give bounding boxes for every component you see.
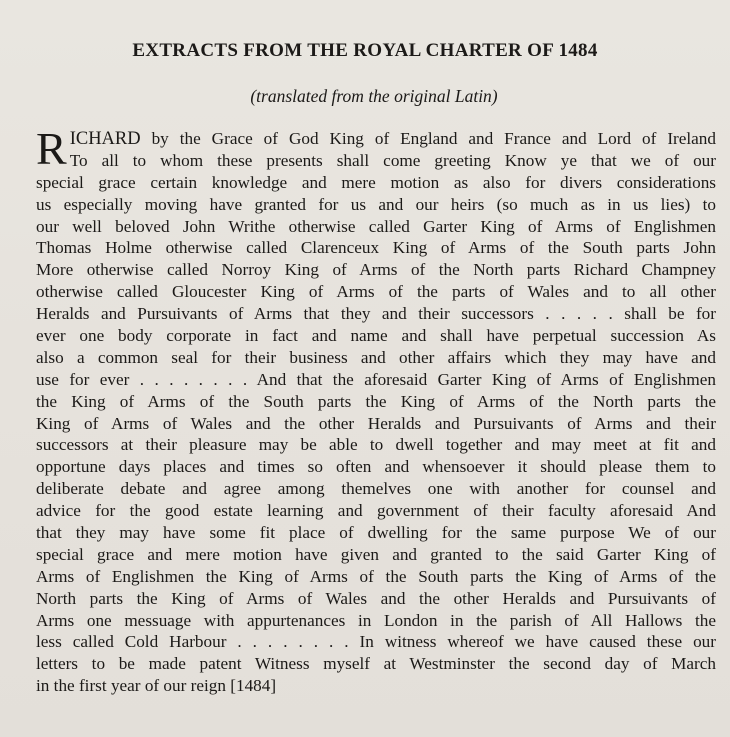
charter-line: use for ever . . . . . . . . And that the aforesaid Garter King of Arms of Englishmen	[36, 369, 716, 389]
drop-cap: R	[36, 123, 67, 174]
charter-line	[36, 128, 716, 150]
charter-line: advice for the good estate learning and government of their faculty aforesaid And	[36, 501, 716, 521]
charter-line: special grace certain knowledge and mere motion as also for divers considerations	[36, 172, 716, 192]
charter-line: also a common seal for their business and other affairs which they may have and	[36, 347, 716, 367]
charter-line: opportune days places and times so often and whensoever it should please them to	[36, 457, 716, 477]
charter-text	[36, 123, 716, 697]
charter-line: ever one body corporate in fact and name and shall have perpetual succession As	[36, 326, 716, 346]
charter-line: our well beloved John Writhe otherwise called Garter King of Arms of Englishmen	[36, 216, 716, 236]
charter-line: successors at their pleasure may be able to dwell together and may meet at fit and	[36, 435, 716, 455]
charter-line: Heralds and Pursuivants of Arms that they and their successors . . . . . shall be for	[36, 304, 716, 324]
charter-line: North parts the King of Arms of Wales and the other Heralds and Pursuivants of	[36, 588, 716, 608]
charter-line: deliberate debate and agree among themelves one with another for counsel and	[36, 479, 716, 499]
charter-line: us especially moving have granted for us and our heirs (so much as in us lies) to	[36, 194, 716, 214]
charter-line: letters to be made patent Witness myself at Westminster the second day of March	[36, 654, 716, 674]
charter-line: that they may have some fit place of dwelling for the same purpose We of our	[36, 523, 716, 543]
page-title: EXTRACTS FROM THE ROYAL CHARTER OF 1484	[132, 40, 598, 61]
charter-lines	[36, 150, 716, 697]
charter-line: otherwise called Gloucester King of Arms of the parts of Wales and to all other	[36, 282, 716, 302]
charter-line: in the first year of our reign [1484]	[36, 676, 277, 696]
opening-word: ICHARD	[69, 129, 141, 149]
charter-line: Thomas Holme otherwise called Clarenceux King of Arms of the South parts John	[36, 238, 716, 258]
charter-line: special grace and mere motion have given and granted to the said Garter King of	[36, 544, 716, 564]
charter-line-text: by the Grace of God King of England and France and Lord of Ireland	[140, 129, 716, 148]
charter-line: less called Cold Harbour . . . . . . . . In witness whereof we have caused these our	[36, 632, 716, 652]
charter-line: the King of Arms of the South parts the King of Arms of the North parts the	[36, 391, 716, 411]
charter-line: To all to whom these presents shall come greeting Know ye that we of our	[69, 150, 716, 170]
charter-line: More otherwise called Norroy King of Arms of the North parts Richard Champney	[36, 260, 716, 280]
charter-line: Arms of Englishmen the King of Arms of the South parts the King of Arms of the	[36, 566, 716, 586]
charter-line: King of Arms of Wales and the other Heralds and Pursuivants of Arms and their	[36, 413, 716, 433]
charter-line: Arms one messuage with appurtenances in London in the parish of All Hallows the	[36, 610, 716, 630]
page-subtitle: (translated from the original Latin)	[250, 86, 498, 106]
